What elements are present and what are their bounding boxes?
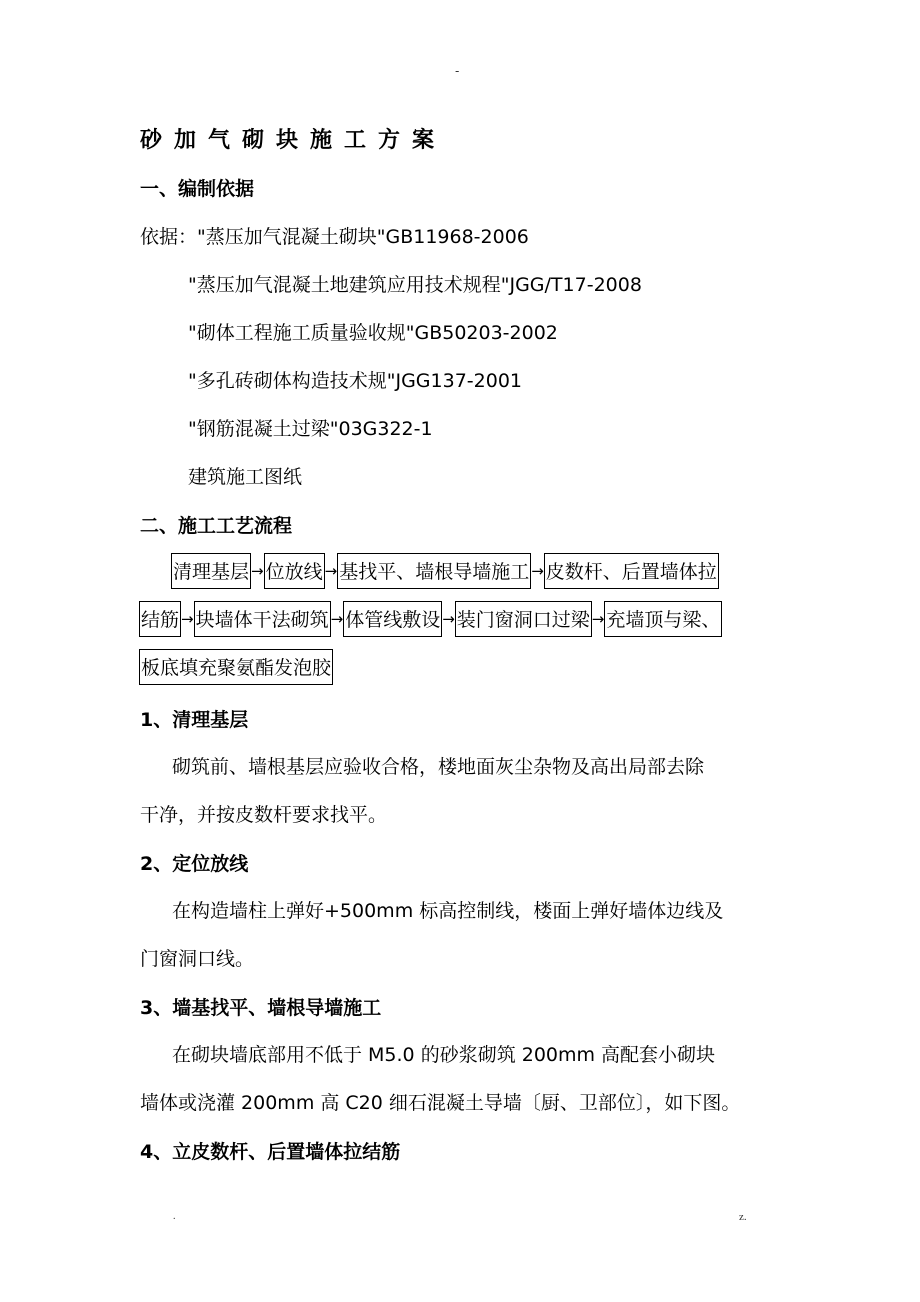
- step-body-line: 墙体或浇灌 200mm 高 C20 细石混凝土导墙〔厨、卫部位〕，如下图。: [140, 1092, 741, 1114]
- reference-line: "蒸压加气混凝土地建筑应用技术规程"JGG/T17-2008: [188, 274, 642, 296]
- step-body-line: 在构造墙柱上弹好+500mm 标高控制线，楼面上弹好墙体边线及: [172, 900, 724, 922]
- flow-step-box: 清理基层: [171, 553, 251, 589]
- step-body-line: 在砌块墙底部用不低于 M5.0 的砂浆砌筑 200mm 高配套小砌块: [172, 1044, 716, 1066]
- footer-mark-right: z.: [739, 1211, 747, 1223]
- reference-line: "多孔砖砌体构造技术规"JGG137-2001: [188, 370, 523, 392]
- header-mark: -: [455, 64, 460, 78]
- flow-arrow-icon: →: [591, 610, 605, 628]
- step-body-line: 干净，并按皮数杆要求找平。: [140, 804, 388, 826]
- reference-line: 建筑施工图纸: [188, 466, 303, 488]
- reference-line: "钢筋混凝土过梁"03G322-1: [188, 418, 433, 440]
- section1-heading: 一、编制依据: [140, 178, 255, 200]
- flow-step-box: 结筋: [139, 601, 181, 637]
- reference-line: 依据："蒸压加气混凝土砌块"GB11968-2006: [140, 226, 529, 248]
- flow-arrow-icon: →: [531, 562, 544, 580]
- step-heading: 1、清理基层: [140, 709, 249, 731]
- footer-mark-left: .: [173, 1211, 176, 1222]
- flow-arrow-icon: →: [251, 562, 264, 580]
- document-title: 砂加气砌块施工方案: [140, 128, 447, 153]
- flow-step-box: 基找平、墙根导墙施工: [337, 553, 531, 589]
- flow-step-box: 充墙顶与梁、: [604, 601, 722, 637]
- step-body-line: 砌筑前、墙根基层应验收合格，楼地面灰尘杂物及高出局部去除: [172, 756, 705, 778]
- section2-heading: 二、施工工艺流程: [140, 515, 293, 537]
- flow-arrow-icon: →: [181, 610, 194, 628]
- process-flow-row: [171, 552, 719, 590]
- process-flow-row: [139, 648, 333, 686]
- flow-step-box: 位放线: [264, 553, 325, 589]
- flow-step-box: 体管线敷设: [343, 601, 442, 637]
- flow-step-box: 块墙体干法砌筑: [194, 601, 331, 637]
- step-heading: 4、立皮数杆、后置墙体拉结筋: [140, 1141, 401, 1163]
- flow-arrow-icon: →: [330, 610, 344, 628]
- step-heading: 3、墙基找平、墙根导墙施工: [140, 997, 382, 1019]
- reference-line: "砌体工程施工质量验收规"GB50203-2002: [188, 322, 558, 344]
- flow-step-box: 装门窗洞口过梁: [455, 601, 592, 637]
- process-flow-row: [139, 600, 722, 638]
- step-heading: 2、定位放线: [140, 853, 249, 875]
- flow-arrow-icon: →: [324, 562, 338, 580]
- flow-step-box: 板底填充聚氨酯发泡胶: [139, 649, 333, 685]
- flow-arrow-icon: →: [442, 610, 455, 628]
- flow-step-box: 皮数杆、后置墙体拉: [544, 553, 719, 589]
- step-body-line: 门窗洞口线。: [140, 948, 255, 970]
